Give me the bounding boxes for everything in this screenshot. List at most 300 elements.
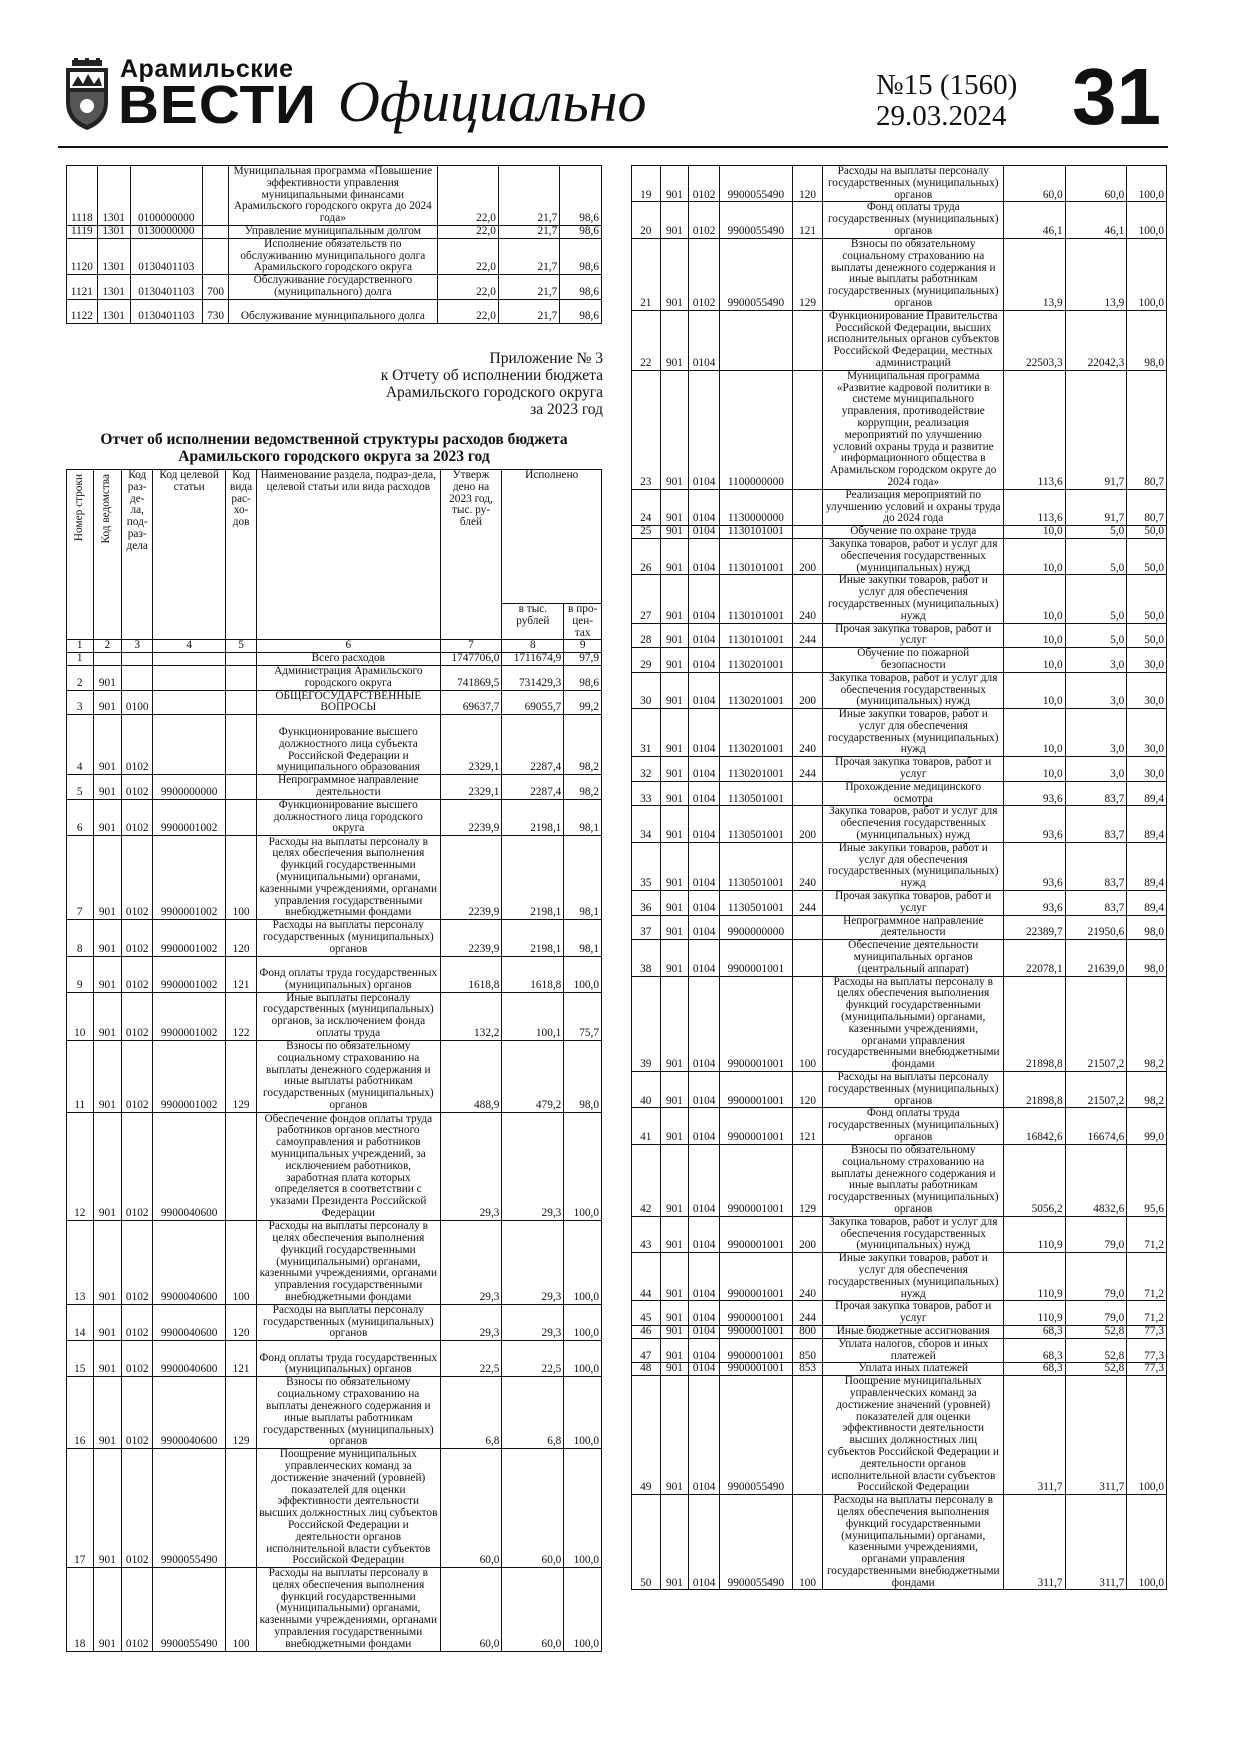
table-cell: 12 — [67, 1112, 94, 1220]
table-cell: 9900001001 — [720, 976, 793, 1071]
table-cell: 33 — [632, 781, 661, 806]
table-cell: 24 — [632, 489, 661, 525]
table-cell: 901 — [660, 489, 689, 525]
table-row — [67, 715, 602, 775]
table-cell: 100,0 — [1127, 166, 1167, 202]
logo-top-text: Арамильские — [120, 55, 294, 83]
table-cell: Обучение по охране труда — [823, 526, 1004, 539]
table-cell: 901 — [660, 915, 689, 940]
table-cell: 52,8 — [1065, 1363, 1127, 1376]
table-cell: 9900001001 — [720, 940, 793, 976]
table-row — [67, 238, 602, 274]
table-cell: 15 — [67, 1341, 94, 1377]
table-cell: 100 — [226, 836, 257, 920]
table-cell: 46 — [632, 1325, 661, 1338]
table-cell: 40 — [632, 1072, 661, 1108]
table-cell — [792, 648, 823, 673]
table-cell: 110,9 — [1004, 1216, 1066, 1252]
table-cell: 0102 — [122, 992, 153, 1040]
table-cell: 22,0 — [437, 238, 498, 274]
table-cell: 1130101001 — [720, 623, 793, 648]
table-cell: 901 — [660, 672, 689, 708]
table-cell: 98,2 — [1127, 976, 1167, 1071]
table-cell: 0102 — [122, 1568, 153, 1652]
table-row — [632, 370, 1167, 489]
table-cell: 100,0 — [564, 1112, 602, 1220]
table-cell: Прочая закупка товаров, работ и услуг — [823, 757, 1004, 782]
table-cell: 901 — [660, 538, 689, 574]
table-cell: 39 — [632, 976, 661, 1071]
table-cell: 98,2 — [564, 775, 602, 800]
table-row — [67, 1449, 602, 1568]
table-cell: 0100000000 — [130, 166, 202, 226]
table-cell: Исполнение обязательств по обслуживанию муниципального долга Арамильского городского округа — [229, 238, 437, 274]
table-cell: 244 — [792, 1301, 823, 1326]
city-emblem-icon — [62, 58, 112, 132]
table-cell: Фонд оплаты труда государственных (муниципальных) органов — [257, 956, 440, 992]
table-cell: Непрограммное направление деятельности — [823, 915, 1004, 940]
table-cell: 0102 — [689, 238, 720, 310]
table-cell: 1130201001 — [720, 709, 793, 757]
table-cell: 52,8 — [1065, 1325, 1127, 1338]
table-cell: 0104 — [689, 370, 720, 489]
table-cell: 0104 — [689, 1338, 720, 1363]
table-cell: 29,3 — [502, 1304, 564, 1340]
table-cell: 91,7 — [1065, 489, 1127, 525]
table-cell: Обслуживание государственного (муниципального) долга — [229, 275, 437, 300]
table-cell: 22078,1 — [1004, 940, 1066, 976]
table-cell: 113,6 — [1004, 370, 1066, 489]
table-cell: 10,0 — [1004, 757, 1066, 782]
appendix-line: к Отчету об исполнении бюджета — [380, 367, 603, 384]
table-cell: 1301 — [97, 225, 130, 238]
table-cell: 1120 — [67, 238, 98, 274]
table-cell: 9900055490 — [720, 238, 793, 310]
table-cell: 5,0 — [1065, 623, 1127, 648]
table-row — [67, 1040, 602, 1112]
table-cell: 48 — [632, 1363, 661, 1376]
table-cell: 901 — [660, 976, 689, 1071]
table-cell: 1130501001 — [720, 891, 793, 916]
table-cell: 1118 — [67, 166, 98, 226]
table-row — [632, 623, 1167, 648]
table-cell: Расходы на выплаты персоналу государственных (муниципальных) органов — [823, 166, 1004, 202]
table-cell: 4832,6 — [1065, 1144, 1127, 1216]
table-cell: 22,0 — [437, 275, 498, 300]
table-cell: 50,0 — [1127, 526, 1167, 539]
table-cell: 5056,2 — [1004, 1144, 1066, 1216]
table-cell: Закупка товаров, работ и услуг для обеспечения государственных (муниципальных) нужд — [823, 1216, 1004, 1252]
table-row — [67, 920, 602, 956]
table-cell — [202, 238, 228, 274]
table-cell: 0130401103 — [130, 275, 202, 300]
table-cell: 9900001002 — [153, 1040, 226, 1112]
col-header-approved: Утверж дено на 2023 год, тыс. ру-блей — [440, 470, 502, 640]
table-cell: Обучение по пожарной безопасности — [823, 648, 1004, 673]
table-cell: 20 — [632, 202, 661, 238]
table-cell: 1130501001 — [720, 842, 793, 890]
table-cell: 10,0 — [1004, 623, 1066, 648]
col-header-dept: Код ведомства — [93, 470, 122, 640]
table-cell: 901 — [93, 1377, 122, 1449]
table-cell: 43 — [632, 1216, 661, 1252]
table-row — [67, 956, 602, 992]
table-cell: 0104 — [689, 709, 720, 757]
table-cell: 0102 — [122, 956, 153, 992]
table-cell: 46,1 — [1065, 202, 1127, 238]
table-cell: 901 — [660, 202, 689, 238]
table-cell: Фонд оплаты труда государственных (муниципальных) органов — [823, 202, 1004, 238]
table-cell: 311,7 — [1065, 1495, 1127, 1590]
table-cell: 42 — [632, 1144, 661, 1216]
table-cell: 3,0 — [1065, 672, 1127, 708]
table-cell: 37 — [632, 915, 661, 940]
col-number-cell: 5 — [226, 640, 257, 653]
table-cell: 110,9 — [1004, 1253, 1066, 1301]
table-cell — [226, 665, 257, 690]
table-cell: 22,5 — [440, 1341, 502, 1377]
table-cell: 19 — [632, 166, 661, 202]
table-row — [67, 653, 602, 666]
table-cell: ОБЩЕГОСУДАРСТВЕННЫЕ ВОПРОСЫ — [257, 690, 440, 715]
table-cell: 79,0 — [1065, 1301, 1127, 1326]
table-cell: 9900055490 — [720, 166, 793, 202]
table-cell: 91,7 — [1065, 370, 1127, 489]
table-cell: 1711674,9 — [502, 653, 564, 666]
table-cell: 0104 — [689, 1495, 720, 1590]
table-cell: 901 — [660, 648, 689, 673]
table-cell: 68,3 — [1004, 1338, 1066, 1363]
appendix-caption — [340, 350, 603, 418]
table-cell — [202, 225, 228, 238]
table-cell: Администрация Арамильского городского округа — [257, 665, 440, 690]
table-cell: 4 — [67, 715, 94, 775]
table-row — [632, 1495, 1167, 1590]
table-cell: Функционирование высшего должностного лица субъекта Российской Федерации и муниципального образования — [257, 715, 440, 775]
masthead-rule — [58, 146, 1168, 148]
table-cell — [792, 310, 823, 370]
table-cell: 0102 — [122, 1112, 153, 1220]
table-cell: 9900040600 — [153, 1377, 226, 1449]
table-row — [632, 1338, 1167, 1363]
col-number-cell: 9 — [564, 640, 602, 653]
table-cell: 83,7 — [1065, 891, 1127, 916]
table-cell: 0104 — [689, 538, 720, 574]
table-cell: 50,0 — [1127, 538, 1167, 574]
table-cell — [226, 775, 257, 800]
table-cell: 21,7 — [498, 275, 559, 300]
table-cell — [792, 781, 823, 806]
table-cell: 9900001002 — [153, 956, 226, 992]
table-cell: 10,0 — [1004, 538, 1066, 574]
expenditure-table-right — [631, 165, 1167, 1590]
table-cell: 21,7 — [498, 225, 559, 238]
table-cell: 129 — [226, 1040, 257, 1112]
table-cell: 22042,3 — [1065, 310, 1127, 370]
section-title: Официально — [338, 69, 647, 134]
table-cell: 83,7 — [1065, 806, 1127, 842]
table-cell: 741869,5 — [440, 665, 502, 690]
table-cell: 100,0 — [1127, 1495, 1167, 1590]
table-cell: Расходы на выплаты персоналу в целях обеспечения выполнения функций государственными (муниципальными) органами, казенными учреждениями, органами управления государственными внебюджетными фондами — [257, 836, 440, 920]
table-cell: 0130000000 — [130, 225, 202, 238]
table-cell: 0104 — [689, 648, 720, 673]
table-cell: 901 — [93, 665, 122, 690]
table-cell: Расходы на выплаты персоналу в целях обеспечения выполнения функций государственными (муниципальными) органами, казенными учреждениями, органами управления государственными внебюджетными фондами — [257, 1568, 440, 1652]
table-cell: 46,1 — [1004, 202, 1066, 238]
table-cell: 240 — [792, 1253, 823, 1301]
table-cell: 9900001001 — [720, 1301, 793, 1326]
col-header-section: Код раз-де-ла, под-раз-дела — [122, 470, 153, 640]
col-number-cell: 2 — [93, 640, 122, 653]
table-cell: 901 — [660, 1363, 689, 1376]
table-cell — [792, 1376, 823, 1495]
table-cell: 9900001002 — [153, 799, 226, 835]
table-cell: Иные бюджетные ассигнования — [823, 1325, 1004, 1338]
table-cell: 1301 — [97, 299, 130, 323]
table-cell: 901 — [660, 310, 689, 370]
table-cell: 1301 — [97, 166, 130, 226]
table-cell: 11 — [67, 1040, 94, 1112]
masthead — [0, 0, 1241, 150]
table-cell: 30,0 — [1127, 757, 1167, 782]
table-cell: Закупка товаров, работ и услуг для обеспечения государственных (муниципальных) нужд — [823, 672, 1004, 708]
table-cell: 9900040600 — [153, 1112, 226, 1220]
table-cell: 89,4 — [1127, 891, 1167, 916]
table-cell: 0102 — [122, 715, 153, 775]
issue-info — [876, 70, 1017, 132]
table-cell: 98,1 — [564, 920, 602, 956]
col-header-target: Код целевой статьи — [153, 470, 226, 640]
table-cell: 901 — [93, 1449, 122, 1568]
table-cell: 93,6 — [1004, 891, 1066, 916]
table-cell: 5,0 — [1065, 575, 1127, 623]
table-cell: 69637,7 — [440, 690, 502, 715]
table-cell: Уплата иных платежей — [823, 1363, 1004, 1376]
table-cell: 30,0 — [1127, 672, 1167, 708]
table-cell: 21950,6 — [1065, 915, 1127, 940]
col-number-cell: 8 — [502, 640, 564, 653]
col-number-cell: 4 — [153, 640, 226, 653]
table-cell: 901 — [93, 715, 122, 775]
table-cell: 9900040600 — [153, 1220, 226, 1304]
table-cell — [720, 310, 793, 370]
table-row — [67, 799, 602, 835]
table-cell: 0104 — [689, 806, 720, 842]
table-cell: 120 — [226, 920, 257, 956]
table-cell: 9900040600 — [153, 1304, 226, 1340]
table-cell: Обслуживание муниципального долга — [229, 299, 437, 323]
table-cell: 31 — [632, 709, 661, 757]
table-cell: 77,3 — [1127, 1325, 1167, 1338]
table-cell — [153, 665, 226, 690]
table-cell: Прохождение медицинского осмотра — [823, 781, 1004, 806]
table-cell — [226, 653, 257, 666]
table-cell: 0102 — [122, 920, 153, 956]
table-cell: 1618,8 — [440, 956, 502, 992]
table-cell: Муниципальная программа «Повышение эффективности управления муниципальными финансами Арамильского городского округа до 2024 года» — [229, 166, 437, 226]
table-cell: 0104 — [689, 526, 720, 539]
table-cell: 129 — [792, 1144, 823, 1216]
table-cell: Управление муниципальным долгом — [229, 225, 437, 238]
table-cell: 22389,7 — [1004, 915, 1066, 940]
table-cell: 13,9 — [1065, 238, 1127, 310]
table-cell: 121 — [792, 202, 823, 238]
table-cell: 132,2 — [440, 992, 502, 1040]
table-cell: 35 — [632, 842, 661, 890]
table-cell: 0104 — [689, 1072, 720, 1108]
table-cell: 50 — [632, 1495, 661, 1590]
table-cell: 5,0 — [1065, 538, 1127, 574]
issue-date: 29.03.2024 — [876, 100, 1007, 132]
table-cell: 0104 — [689, 1325, 720, 1338]
table-cell: 2239,9 — [440, 836, 502, 920]
table-cell: Закупка товаров, работ и услуг для обеспечения государственных (муниципальных) нужд — [823, 806, 1004, 842]
table-cell — [226, 715, 257, 775]
table-cell: 901 — [660, 842, 689, 890]
table-cell: 0102 — [122, 799, 153, 835]
table-cell: 30,0 — [1127, 648, 1167, 673]
table-cell: 16842,6 — [1004, 1108, 1066, 1144]
table-cell: 80,7 — [1127, 370, 1167, 489]
table-cell: 16 — [67, 1377, 94, 1449]
table-cell: 50,0 — [1127, 623, 1167, 648]
table-row — [632, 1072, 1167, 1108]
table-row — [632, 1108, 1167, 1144]
col-header-executed: Исполнено — [502, 470, 602, 604]
table-cell: 311,7 — [1004, 1376, 1066, 1495]
table-row — [632, 1144, 1167, 1216]
table-cell: 60,0 — [502, 1568, 564, 1652]
table-cell: 3 — [67, 690, 94, 715]
table-cell: 1130501001 — [720, 806, 793, 842]
table-cell: 901 — [660, 1253, 689, 1301]
table-cell — [153, 690, 226, 715]
table-cell: 1130201001 — [720, 757, 793, 782]
table-cell: 21 — [632, 238, 661, 310]
table-cell: 100,0 — [1127, 1376, 1167, 1495]
table-cell: 29,3 — [502, 1112, 564, 1220]
table-row — [632, 842, 1167, 890]
table-cell: 10,0 — [1004, 672, 1066, 708]
table-cell: 200 — [792, 672, 823, 708]
table-cell: Прочая закупка товаров, работ и услуг — [823, 891, 1004, 916]
table-cell — [792, 489, 823, 525]
table-cell: Поощрение муниципальных управленческих команд за достижение значений (уровней) показателей для оценки эффективности деятельности высших должностных лиц субъектов Российской Федерации и деятельности органов исполнительной власти субъектов Российской Федерации — [257, 1449, 440, 1568]
table-row — [632, 976, 1167, 1071]
table-row — [67, 836, 602, 920]
table-cell: 100,1 — [502, 992, 564, 1040]
table-row — [632, 648, 1167, 673]
table-cell: 129 — [226, 1377, 257, 1449]
table-cell: 9900001001 — [720, 1216, 793, 1252]
table-cell: Иные закупки товаров, работ и услуг для обеспечения государственных (муниципальных) нужд — [823, 709, 1004, 757]
table-cell: 9900001001 — [720, 1072, 793, 1108]
table-cell: 901 — [93, 775, 122, 800]
table-cell: 29,3 — [502, 1220, 564, 1304]
table-cell: Поощрение муниципальных управленческих команд за достижение значений (уровней) показателей для оценки эффективности деятельности высших должностных лиц субъектов Российской Федерации и деятельности органов исполнительной власти субъектов Российской Федерации — [823, 1376, 1004, 1495]
table-cell: 21639,0 — [1065, 940, 1127, 976]
table-cell: 5,0 — [1065, 526, 1127, 539]
table-row — [632, 891, 1167, 916]
table-cell: 901 — [660, 526, 689, 539]
table-row — [632, 709, 1167, 757]
table-cell: 100 — [792, 1495, 823, 1590]
table-cell: 52,8 — [1065, 1338, 1127, 1363]
table-cell: 21,7 — [498, 238, 559, 274]
table-cell: Расходы на выплаты персоналу государственных (муниципальных) органов — [257, 1304, 440, 1340]
table-cell: 0104 — [689, 757, 720, 782]
table-cell: Обеспечение деятельности муниципальных органов (центральный аппарат) — [823, 940, 1004, 976]
table-cell: 901 — [93, 799, 122, 835]
table-cell: 2329,1 — [440, 775, 502, 800]
table-cell: 13 — [67, 1220, 94, 1304]
table-cell: 71,2 — [1127, 1301, 1167, 1326]
table-cell: 77,3 — [1127, 1338, 1167, 1363]
table-cell: 9900055490 — [153, 1568, 226, 1652]
logo-main-text: ВЕСТИ — [118, 75, 317, 135]
table-cell: 5 — [67, 775, 94, 800]
table-cell: 1130000000 — [720, 489, 793, 525]
col-header-name: Наименование раздела, подраз-дела, целевой статьи или вида расходов — [257, 470, 440, 640]
table-cell: Расходы на выплаты персоналу в целях обеспечения выполнения функций государственными (муниципальными) органами, казенными учреждениями, органами управления государственными внебюджетными фондами — [257, 1220, 440, 1304]
table-row — [632, 489, 1167, 525]
table-cell: 9900001001 — [720, 1144, 793, 1216]
table-cell: 98,1 — [564, 799, 602, 835]
table-cell: 98,6 — [560, 238, 602, 274]
table-cell: 0102 — [122, 836, 153, 920]
table-cell: 10,0 — [1004, 709, 1066, 757]
table-cell: 60,0 — [1065, 166, 1127, 202]
table-cell: 80,7 — [1127, 489, 1167, 525]
table-cell: 10 — [67, 992, 94, 1040]
table-cell: 98,2 — [564, 715, 602, 775]
table-cell: 200 — [792, 806, 823, 842]
table-cell — [202, 166, 228, 226]
table-cell: 0104 — [689, 623, 720, 648]
table-cell: 27 — [632, 575, 661, 623]
table-cell — [122, 653, 153, 666]
table-cell: 100 — [792, 976, 823, 1071]
table-cell: 3,0 — [1065, 648, 1127, 673]
table-row — [632, 575, 1167, 623]
table-cell: 2287,4 — [502, 715, 564, 775]
table-cell: Иные закупки товаров, работ и услуг для обеспечения государственных (муниципальных) нужд — [823, 575, 1004, 623]
table-cell: 99,0 — [1127, 1108, 1167, 1144]
table-cell: 244 — [792, 891, 823, 916]
table-row — [67, 1304, 602, 1340]
table-cell: 0104 — [689, 1108, 720, 1144]
table-cell: 7 — [67, 836, 94, 920]
table-cell: Всего расходов — [257, 653, 440, 666]
table-cell: 100,0 — [564, 1220, 602, 1304]
table-row — [67, 992, 602, 1040]
table-row — [67, 166, 602, 226]
table-cell: 71,2 — [1127, 1253, 1167, 1301]
table-cell: 901 — [660, 623, 689, 648]
table-cell: 901 — [660, 806, 689, 842]
table-cell: 0130401103 — [130, 238, 202, 274]
table-cell: 25 — [632, 526, 661, 539]
table-cell: 41 — [632, 1108, 661, 1144]
table-cell — [122, 665, 153, 690]
table-cell: 21898,8 — [1004, 976, 1066, 1071]
col-header-exp-type: Код вида рас-хо-дов — [226, 470, 257, 640]
table-cell: 34 — [632, 806, 661, 842]
table-row — [67, 1377, 602, 1449]
table-cell: Взносы по обязательному социальному страхованию на выплаты денежного содержания и иные выплаты работникам государственных (муниципальных) органов — [823, 238, 1004, 310]
table-cell: 97,9 — [564, 653, 602, 666]
